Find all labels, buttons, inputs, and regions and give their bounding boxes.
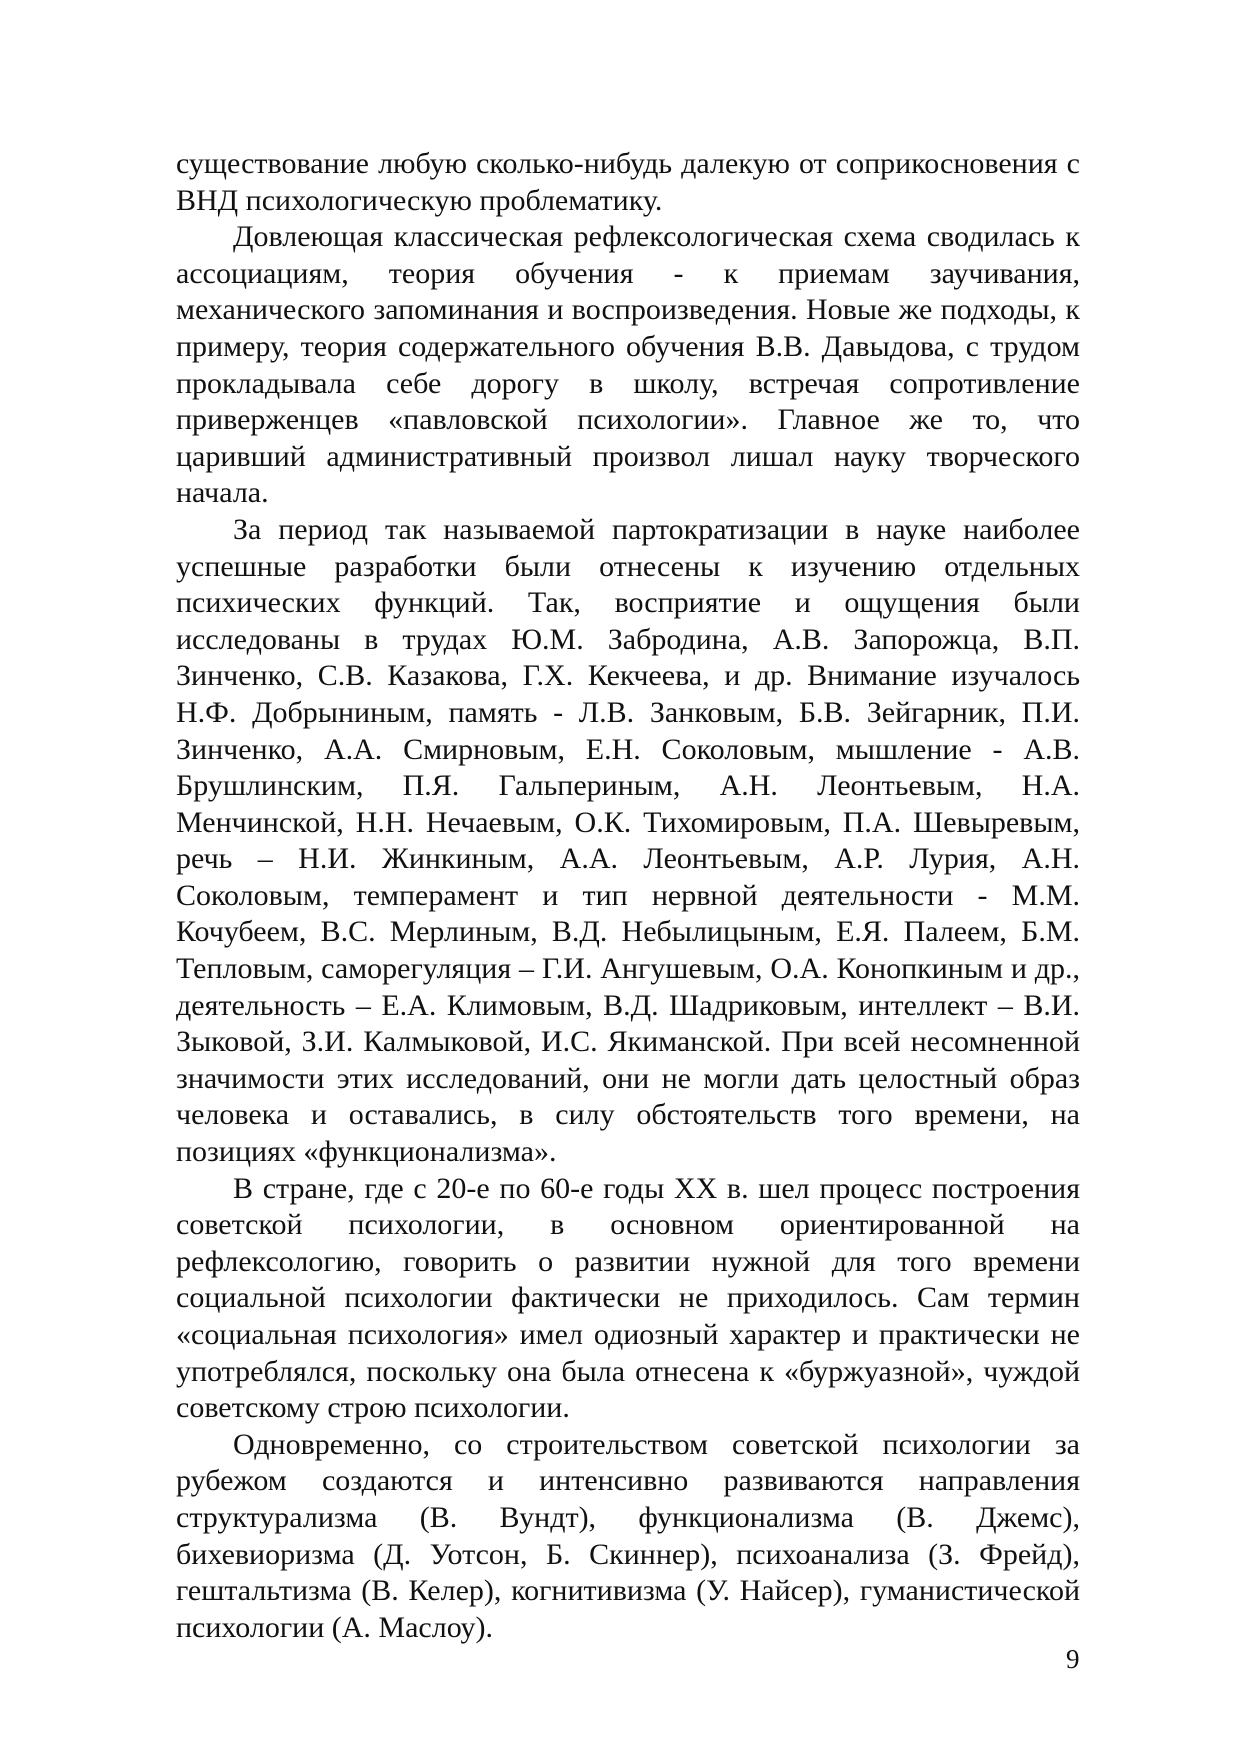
paragraph-social-psychology: В стране, где с 20-е по 60-е годы XX в. шел процесс построения советской психологии, в основном ориентированной на рефлексологию, говорить о развитии нужной для того времени социальной психологии фактически не приходилось. Сам термин «социальная психология» имел одиозный характер и практически не употреблялся, поскольку она была отнесена к «буржуазной», чуждой советскому строю психологии. [176,1171,1080,1425]
page-number: 9 [1066,1644,1080,1674]
paragraph-reflexology-scheme: Довлеющая классическая рефлексологическая схема сводилась к ассоциациям, теория обучения - к приемам заучивания, механического запоминания и воспроизведения. Новые же подходы, к примеру, теория содержательного обучения В.В. Давыдова, с трудом прокладывала себе дорогу в школу, встречая сопротивление приверженцев «павловской психологии». Главное же то, что царивший административный произвол лишал науку творческого начала. [176,220,1080,510]
paragraph-continuation: существование любую сколько-нибудь далекую от соприкосновения с ВНД психологическую проблематику. [176,147,1080,217]
body-text [176,146,1080,1646]
paragraph-partocratization: За период так называемой партократизации в науке наиболее успешные разработки были отнесены к изучению отдельных психических функций. Так, восприятие и ощущения были исследованы в трудах Ю.М. Забродина, А.В. Запорожца, В.П. Зинченко, С.В. Казакова, Г.Х. Кекчеева, и др. Внимание изучалось Н.Ф. Добрыниным, память - Л.В. Занковым, Б.В. Зейгарник, П.И. Зинченко, А.А. Смирновым, Е.Н. Соколовым, мышление - А.В. Брушлинским, П.Я. Гальпериным, А.Н. Леонтьевым, Н.А. Менчинской, Н.Н. Нечаевым, О.К. Тихомировым, П.А. Шевыревым, речь – Н.И. Жинкиным, А.А. Леонтьевым, А.Р. Лурия, А.Н. Соколовым, темперамент и тип нервной деятельности - М.М. Кочубеем, В.С. Мерлиным, В.Д. Небылицыным, Е.Я. Палеем, Б.М. Тепловым, саморегуляция – Г.И. Ангушевым, О.А. Конопкиным и др., деятельность – Е.А. Климовым, В.Д. Шадриковым, интеллект – В.И. Зыковой, З.И. Калмыковой, И.С. Якиманской. При всей несомненной значимости этих исследований, они не могли дать целостный образ человека и оставались, в силу обстоятельств того времени, на позициях «функционализма». [176,512,1080,1169]
paragraph-foreign-directions: Одновременно, со строительством советской психологии за рубежом создаются и интенсивно развиваются направления структурализма (В. Вундт), функционализма (В. Джемс), бихевиоризма (Д. Уотсон, Б. Скиннер), психоанализа (З. Фрейд), гештальтизма (В. Келер), когнитивизма (У. Найсер), гуманистической психологии (А. Маслоу). [176,1427,1080,1644]
